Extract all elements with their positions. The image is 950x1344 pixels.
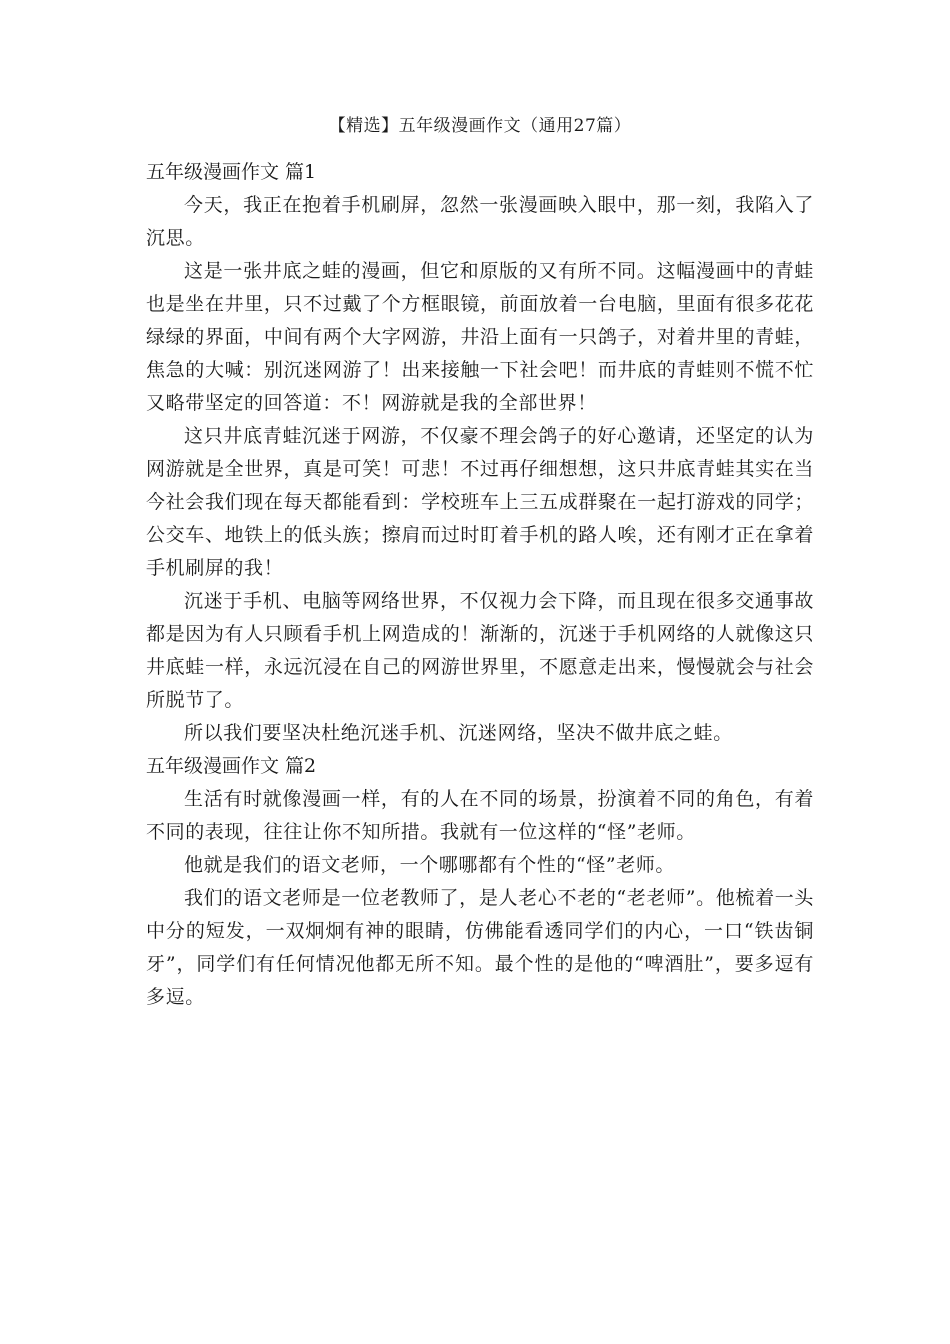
section-2 (146, 750, 814, 1014)
paragraph: 沉迷于手机、电脑等网络世界，不仅视力会下降，而且现在很多交通事故都是因为有人只顾看手机上网造成的！渐渐的，沉迷于手机网络的人就像这只井底蛙一样，永远沉浸在自己的网游世界里，不愿意走出来，慢慢就会与社会所脱节了。 (146, 590, 814, 711)
paragraph: 这只井底青蛙沉迷于网游，不仅豪不理会鸽子的好心邀请，还坚定的认为网游就是全世界，真是可笑！可悲！不过再仔细想想，这只井底青蛙其实在当今社会我们现在每天都能看到：学校班车上三五成群聚在一起打游戏的同学；公交车、地铁上的低头族；擦肩而过时盯着手机的路人唉，还有刚才正在拿着手机刷屏的我！ (146, 425, 814, 579)
paragraph: 所以我们要坚决杜绝沉迷手机、沉迷网络，坚决不做井底之蛙。 (184, 722, 733, 744)
paragraph: 生活有时就像漫画一样，有的人在不同的场景，扮演着不同的角色，有着不同的表现，往往让你不知所措。我就有一位这样的“怪”老师。 (146, 788, 814, 843)
paragraph: 这是一张井底之蛙的漫画，但它和原版的又有所不同。这幅漫画中的青蛙也是坐在井里，只不过戴了个方框眼镜，前面放着一台电脑，里面有很多花花绿绿的界面，中间有两个大字网游，井沿上面有一只鸽子，对着井里的青蛙，焦急的大喊：别沉迷网游了！出来接触一下社会吧！而井底的青蛙则不慌不忙又略带坚定的回答道：不！网游就是我的全部世界！ (146, 260, 814, 414)
paragraph: 他就是我们的语文老师，一个哪哪都有个性的“怪”老师。 (184, 854, 676, 876)
section-heading: 五年级漫画作文 篇2 (146, 755, 317, 777)
document-title: 【精选】五年级漫画作文（通用27篇） (328, 116, 632, 136)
paragraph: 今天，我正在抱着手机刷屏，忽然一张漫画映入眼中，那一刻，我陷入了沉思。 (146, 194, 814, 249)
document-page (146, 112, 814, 1014)
section-1 (146, 156, 814, 750)
paragraph: 我们的语文老师是一位老教师了，是人老心不老的“老老师”。他梳着一头中分的短发，一双炯炯有神的眼睛，仿佛能看透同学们的内心，一口“铁齿铜牙”，同学们有任何情况他都无所不知。最个性的是他的“啤酒肚”，要多逗有多逗。 (146, 887, 814, 1008)
section-heading: 五年级漫画作文 篇1 (146, 161, 317, 183)
